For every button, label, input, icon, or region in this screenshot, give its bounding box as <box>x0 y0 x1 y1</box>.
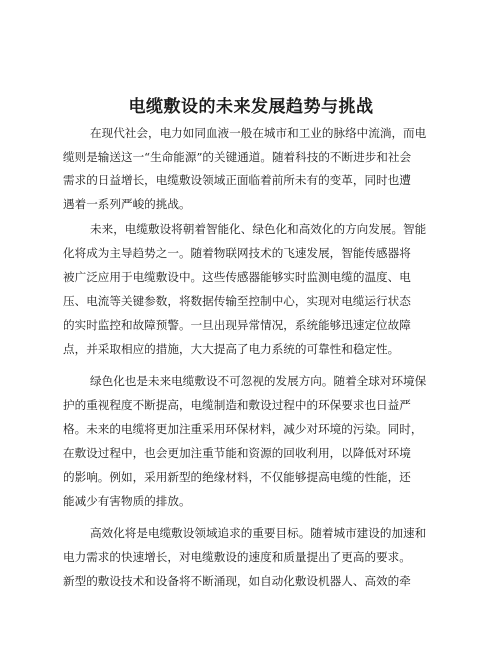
paragraph-2-line-2: 化将成为主导趋势之一。随着物联网技术的飞速发展，智能传感器将 <box>63 246 411 260</box>
paragraph-1-line-2: 缆则是输送这一“生命能源”的关键通道。随着科技的不断进步和社会 <box>63 150 412 164</box>
paragraph-2-line-1: 未来，电缆敷设将朝着智能化、绿色化和高效化的方向发展。智能 <box>90 222 427 236</box>
paragraph-3-line-2: 护的重视程度不断提高，电缆制造和敷设过程中的环保要求也日益严 <box>63 398 411 412</box>
paragraph-3-line-5: 的影响。例如，采用新型的绝缘材料，不仅能够提高电缆的性能，还 <box>63 470 411 484</box>
paragraph-2-line-3: 被广泛应用于电缆敷设中。这些传感器能够实时监测电缆的温度、电 <box>63 270 411 284</box>
paragraph-2-line-6: 点，并采取相应的措施，大大提高了电力系统的可靠性和稳定性。 <box>63 342 400 356</box>
paragraph-1-line-1: 在现代社会，电力如同血液一般在城市和工业的脉络中流淌，而电 <box>90 126 427 140</box>
paragraph-3-line-4: 在敷设过程中，也会更加注重节能和资源的回收利用，以降低对环境 <box>63 446 411 460</box>
document-title: 电缆敷设的未来发展趋势与挑战 <box>128 97 374 117</box>
paragraph-1-line-4: 遇着一系列严峻的挑战。 <box>63 197 191 211</box>
paragraph-3-line-3: 格。未来的电缆将更加注重采用环保材料，减少对环境的污染。同时， <box>63 422 423 436</box>
paragraph-4-line-2: 电力需求的快速增长，对电缆敷设的速度和质量提出了更高的要求。 <box>63 550 411 564</box>
paragraph-4-line-1: 高效化将是电缆敷设领域追求的重要目标。随着城市建设的加速和 <box>90 526 427 540</box>
paragraph-2-line-4: 压、电流等关键参数，将数据传输至控制中心，实现对电缆运行状态 <box>63 294 411 308</box>
paragraph-1-line-3: 需求的日益增长，电缆敷设领域正面临着前所未有的变革，同时也遭 <box>63 173 411 187</box>
paragraph-2-line-5: 的实时监控和故障预警。一旦出现异常情况，系统能够迅速定位故障 <box>63 318 411 332</box>
paragraph-3-line-1: 绿色化也是未来电缆敷设不可忽视的发展方向。随着全球对环境保 <box>90 374 427 388</box>
paragraph-3-line-6: 能减少有害物质的排放。 <box>63 494 191 508</box>
paragraph-4-line-3: 新型的敷设技术和设备将不断涌现，如自动化敷设机器人、高效的牵 <box>63 574 411 588</box>
